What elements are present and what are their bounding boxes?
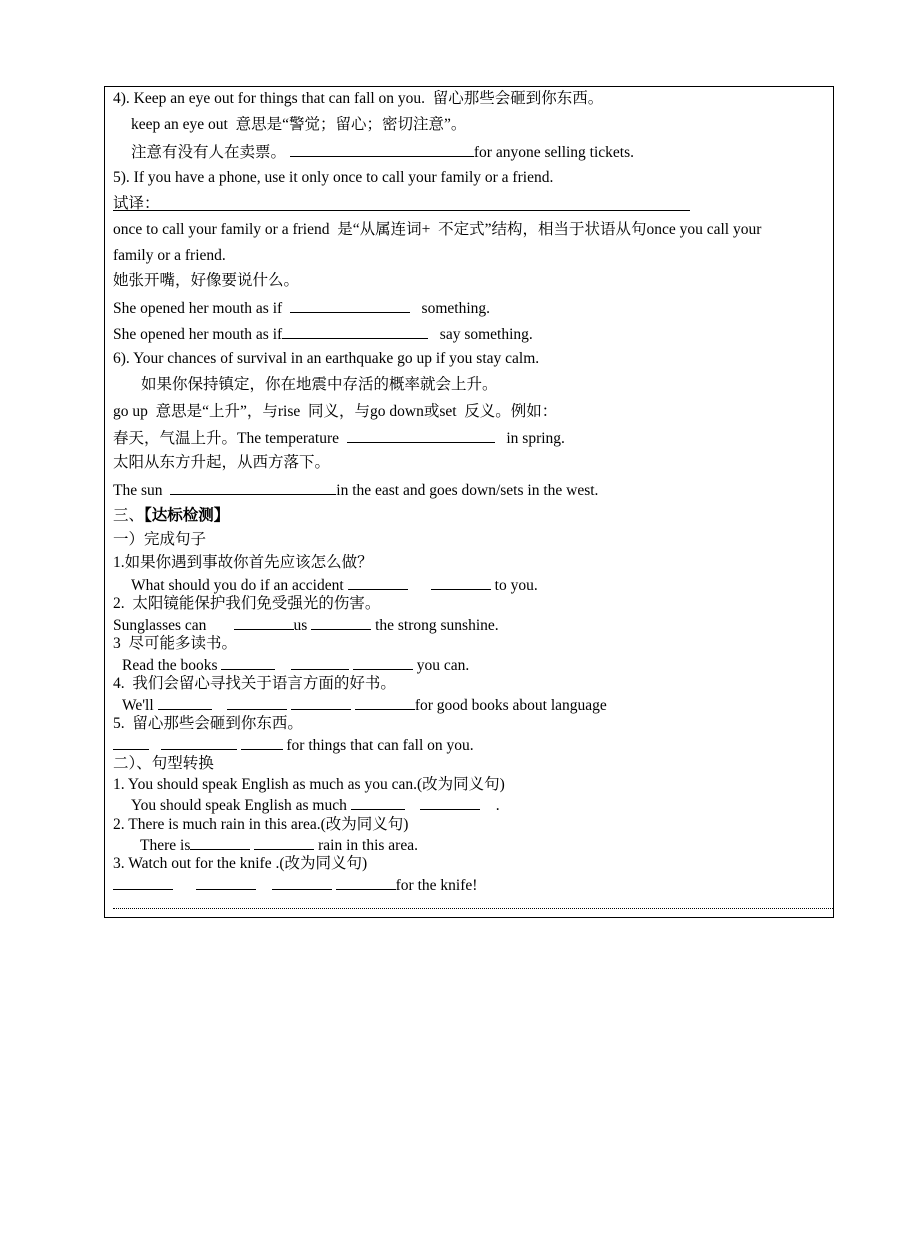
q2-mid: us <box>293 617 308 634</box>
q4-end: for good books about language <box>414 697 607 714</box>
q2-en <box>113 616 499 635</box>
answer-blank[interactable] <box>113 876 173 890</box>
p2-q1-start: You should speak English as much <box>131 797 347 814</box>
s6-ex1-start: 春天，气温上升。The temperature <box>113 430 339 447</box>
s6-cn: 如果你保持镇定，你在地震中存活的概率就会上升。 <box>141 376 498 393</box>
answer-blank[interactable] <box>234 616 294 630</box>
q5-end: for things that can fall on you. <box>286 737 474 754</box>
q2-cn: 2. 太阳镜能保护我们免受强光的伤害。 <box>113 595 381 612</box>
answer-blank[interactable] <box>254 836 314 850</box>
q3-end: you can. <box>416 657 470 674</box>
q3-en <box>122 656 469 675</box>
s4-example-en: for anyone selling tickets. <box>473 144 635 161</box>
answer-blank[interactable] <box>311 616 371 630</box>
s6-ex2-start: The sun <box>113 482 163 499</box>
q5-cn: 5. 留心那些会砸到你东西。 <box>113 715 303 732</box>
q5-en <box>113 736 474 755</box>
answer-blank[interactable] <box>227 696 287 710</box>
s5-example2 <box>113 325 533 344</box>
q4-start: We'll <box>122 697 154 714</box>
p2-q2-answer <box>140 836 418 855</box>
answer-blank[interactable] <box>201 736 237 750</box>
p2-q1: 1. You should speak English as much as you can.(改为同义句) <box>113 776 505 793</box>
s5-note2: family or a friend. <box>113 247 226 264</box>
section3-title <box>113 507 229 525</box>
answer-blank[interactable] <box>241 736 283 750</box>
p2-q3: 3. Watch out for the knife .(改为同义句) <box>113 855 368 872</box>
answer-blank[interactable] <box>113 736 149 750</box>
answer-blank[interactable] <box>291 656 349 670</box>
part1-title: 一）完成句子 <box>113 531 207 548</box>
answer-blank[interactable] <box>282 325 428 339</box>
q3-cn: 3 尽可能多读书。 <box>113 635 238 652</box>
s6-example1 <box>113 429 565 448</box>
q1-cn: 1.如果你遇到事故你首先应该怎么做？ <box>113 554 373 571</box>
q1-start: What should you do if an accident <box>131 577 344 594</box>
answer-blank[interactable] <box>221 656 275 670</box>
p2-q3-answer <box>113 876 477 895</box>
p2-q1-answer <box>131 796 500 815</box>
s4-example <box>131 143 634 162</box>
p2-q2-start: There is <box>140 837 191 854</box>
p2-q1-end: . <box>495 797 500 814</box>
s5-ex1-start: She opened her mouth as if <box>113 300 283 317</box>
s5-ex2-start: She opened her mouth as if <box>113 326 283 343</box>
translate-line[interactable] <box>113 210 690 211</box>
s4-note: keep an eye out 意思是“警觉；留心；密切注意”。 <box>131 116 467 133</box>
q1-end: to you. <box>494 577 538 594</box>
section3-heading: 【达标检测】 <box>144 507 230 524</box>
s6-sentence: 6). Your chances of survival in an earthquake go up if you stay calm. <box>113 350 540 367</box>
answer-blank[interactable] <box>431 576 491 590</box>
s4-example-cn: 注意有没有人在卖票。 <box>131 144 287 161</box>
s6-ex2-end: in the east and goes down/sets in the west. <box>336 482 599 499</box>
answer-blank[interactable] <box>170 481 336 495</box>
answer-blank[interactable] <box>161 736 201 750</box>
bottom-dotted-rule <box>113 908 833 909</box>
answer-blank[interactable] <box>291 696 351 710</box>
s5-ex2-end: say something. <box>439 326 533 343</box>
answer-blank[interactable] <box>355 696 415 710</box>
answer-blank[interactable] <box>348 576 408 590</box>
answer-blank[interactable] <box>420 796 480 810</box>
s6-note: go up 意思是“上升”，与rise 同义，与go down或set 反义。例如： <box>113 403 558 420</box>
p2-q3-end: for the knife! <box>395 877 478 894</box>
answer-blank[interactable] <box>196 876 256 890</box>
s6-example2 <box>113 481 598 500</box>
p2-q2: 2. There is much rain in this area.(改为同义句) <box>113 816 409 833</box>
s5-sentence: 5). If you have a phone, use it only once to call your family or a friend. <box>113 169 554 186</box>
s5-note1: once to call your family or a friend 是“从属连词+ 不定式”结构，相当于状语从句once you call your <box>113 221 762 238</box>
answer-blank[interactable] <box>353 656 413 670</box>
s5-example-cn: 她张开嘴，好像要说什么。 <box>113 272 300 289</box>
q1-en <box>131 576 538 595</box>
q4-en <box>122 696 607 715</box>
s5-ex1-end: something. <box>421 300 491 317</box>
answer-blank[interactable] <box>158 696 212 710</box>
s5-translate-label: 试译： <box>113 195 160 212</box>
q2-start: Sunglasses can <box>113 617 207 634</box>
q4-cn: 4. 我们会留心寻找关于语言方面的好书。 <box>113 675 396 692</box>
answer-blank[interactable] <box>290 299 410 313</box>
answer-blank[interactable] <box>190 836 250 850</box>
s6-example2-cn: 太阳从东方升起，从西方落下。 <box>113 454 331 471</box>
answer-blank[interactable] <box>336 876 396 890</box>
q3-start: Read the books <box>122 657 218 674</box>
section3-number: 三、 <box>113 507 145 524</box>
q2-end: the strong sunshine. <box>375 617 499 634</box>
answer-blank[interactable] <box>347 429 495 443</box>
s5-example1 <box>113 299 490 318</box>
part2-title: 二）、句型转换 <box>113 755 214 772</box>
s6-ex1-end: in spring. <box>506 430 565 447</box>
answer-blank[interactable] <box>351 796 405 810</box>
answer-blank[interactable] <box>290 143 474 157</box>
s4-sentence: 4). Keep an eye out for things that can fall on you. 留心那些会砸到你东西。 <box>113 90 604 107</box>
answer-blank[interactable] <box>272 876 332 890</box>
p2-q2-end: rain in this area. <box>318 837 418 854</box>
